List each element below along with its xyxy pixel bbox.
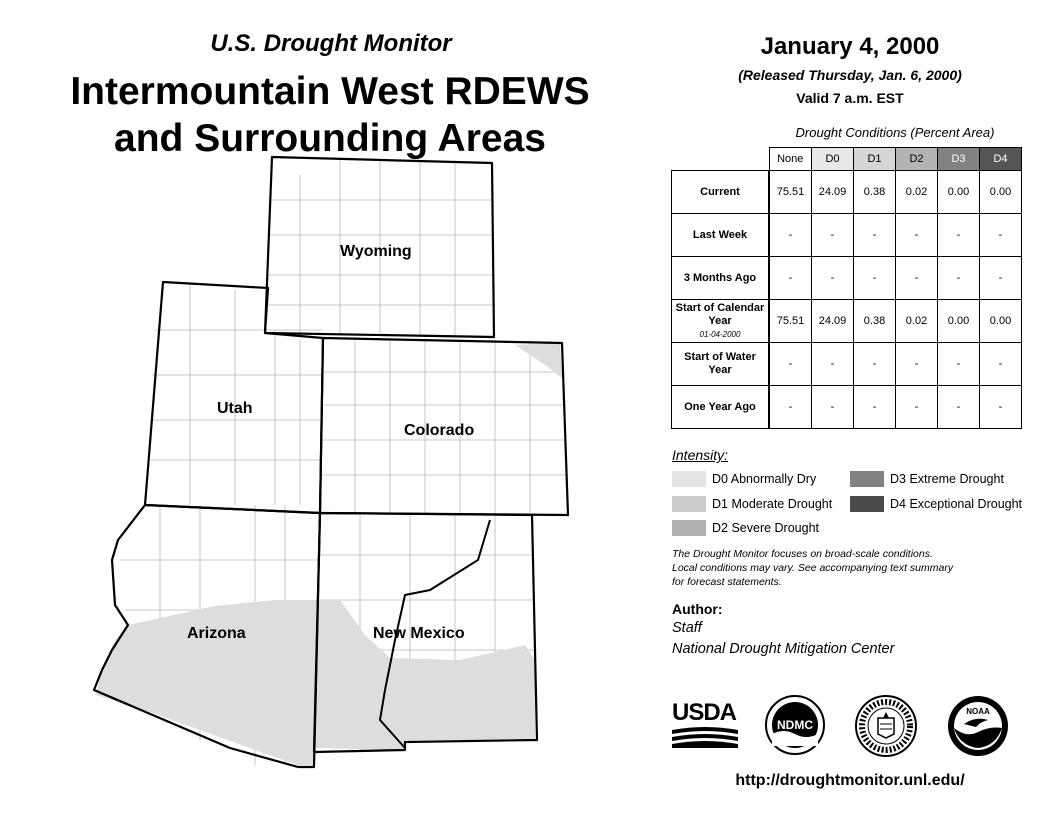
legend-item-d3 bbox=[850, 471, 1004, 487]
cell: - bbox=[896, 343, 938, 386]
legend-item-d2 bbox=[672, 520, 819, 536]
cell: 75.51 bbox=[769, 300, 812, 343]
table-row bbox=[672, 343, 1022, 386]
cell: - bbox=[769, 257, 812, 300]
col-header: D1 bbox=[854, 148, 896, 171]
cell: - bbox=[896, 214, 938, 257]
noaa-logo bbox=[946, 694, 1010, 758]
row-label bbox=[672, 300, 770, 343]
cell: 0.38 bbox=[854, 300, 896, 343]
usda-logo-text: USDA bbox=[672, 699, 737, 726]
cell: - bbox=[980, 343, 1022, 386]
state-label-utah: Utah bbox=[217, 400, 253, 417]
map-date: January 4, 2000 bbox=[760, 33, 940, 60]
legend-item-d0 bbox=[672, 471, 816, 487]
col-header: None bbox=[769, 148, 812, 171]
cell: - bbox=[980, 257, 1022, 300]
author-heading: Author: bbox=[672, 601, 723, 617]
cell: - bbox=[938, 343, 980, 386]
map-title-line1: Intermountain West RDEWS bbox=[70, 70, 590, 113]
cell: - bbox=[854, 343, 896, 386]
cell: 24.09 bbox=[812, 171, 854, 214]
legend-title: Intensity: bbox=[672, 447, 729, 463]
website-link[interactable]: http://droughtmonitor.unl.edu/ bbox=[735, 772, 965, 789]
cell: - bbox=[854, 386, 896, 429]
cell: 75.51 bbox=[769, 171, 812, 214]
table-row bbox=[672, 214, 1022, 257]
row-label: 3 Months Ago bbox=[672, 257, 770, 300]
row-label: Current bbox=[672, 171, 770, 214]
legend-label: D2 Severe Drought bbox=[712, 521, 820, 535]
col-header: D0 bbox=[812, 148, 854, 171]
cell: - bbox=[854, 257, 896, 300]
legend-item-d1 bbox=[672, 496, 832, 512]
cell: - bbox=[854, 214, 896, 257]
table-header-row bbox=[672, 148, 1022, 171]
legend-item-d4 bbox=[850, 496, 1022, 512]
cell: - bbox=[896, 257, 938, 300]
cell: 24.09 bbox=[812, 300, 854, 343]
noaa-logo-text: NOAA bbox=[966, 707, 990, 716]
cell: - bbox=[812, 343, 854, 386]
legend-swatch bbox=[850, 496, 884, 512]
drought-conditions-table bbox=[671, 147, 1022, 429]
state-border-utah bbox=[145, 282, 323, 513]
map-subtitle: U.S. Drought Monitor bbox=[210, 30, 452, 57]
usda-logo bbox=[672, 700, 738, 748]
release-date: (Released Thursday, Jan. 6, 2000) bbox=[738, 67, 962, 83]
table-caption: Drought Conditions (Percent Area) bbox=[795, 125, 995, 140]
col-header: D4 bbox=[980, 148, 1022, 171]
legend-swatch bbox=[672, 471, 706, 487]
table-row bbox=[672, 300, 1022, 343]
cell: - bbox=[980, 386, 1022, 429]
legend-label: D3 Extreme Drought bbox=[890, 472, 1004, 486]
row-label-text: Start of Calendar Year bbox=[675, 301, 765, 327]
cell: - bbox=[769, 214, 812, 257]
legend-label: D4 Exceptional Drought bbox=[890, 497, 1023, 511]
state-label-new-mexico: New Mexico bbox=[373, 625, 465, 642]
cell: 0.38 bbox=[854, 171, 896, 214]
row-label: One Year Ago bbox=[672, 386, 770, 429]
note-line: The Drought Monitor focuses on broad-scale conditions. bbox=[672, 548, 933, 560]
cell: 0.02 bbox=[896, 171, 938, 214]
cell: - bbox=[769, 386, 812, 429]
cell: 0.02 bbox=[896, 300, 938, 343]
state-label-colorado: Colorado bbox=[404, 422, 475, 439]
legend-swatch bbox=[672, 520, 706, 536]
note-line: Local conditions may vary. See accompanying text summary bbox=[672, 562, 954, 574]
state-label-wyoming: Wyoming bbox=[340, 243, 412, 260]
cell: - bbox=[938, 257, 980, 300]
author-name: Staff bbox=[672, 620, 702, 636]
row-label-date: 01-04-2000 bbox=[699, 329, 741, 339]
table-row bbox=[672, 257, 1022, 300]
state-label-arizona: Arizona bbox=[187, 625, 246, 642]
valid-time: Valid 7 a.m. EST bbox=[796, 90, 904, 106]
disclaimer-note bbox=[672, 547, 1032, 589]
cell: - bbox=[938, 214, 980, 257]
map-title-line2: and Surrounding Areas bbox=[114, 117, 546, 160]
cell: 0.00 bbox=[938, 171, 980, 214]
author-org: National Drought Mitigation Center bbox=[672, 641, 895, 657]
cell: 0.00 bbox=[980, 300, 1022, 343]
cell: - bbox=[938, 386, 980, 429]
col-header: D2 bbox=[896, 148, 938, 171]
cell: - bbox=[812, 386, 854, 429]
legend-swatch bbox=[850, 471, 884, 487]
commerce-seal-logo bbox=[854, 694, 918, 758]
legend-label: D0 Abnormally Dry bbox=[712, 472, 817, 486]
ndmc-logo bbox=[764, 694, 826, 756]
drought-d0-areas bbox=[96, 343, 562, 765]
usda-logo-waves bbox=[672, 726, 738, 748]
row-label: Last Week bbox=[672, 214, 770, 257]
note-line: for forecast statements. bbox=[672, 576, 782, 588]
cell: - bbox=[812, 214, 854, 257]
cell: - bbox=[896, 386, 938, 429]
cell: 0.00 bbox=[938, 300, 980, 343]
legend-label: D1 Moderate Drought bbox=[712, 497, 833, 511]
col-header: D3 bbox=[938, 148, 980, 171]
ndmc-logo-text: NDMC bbox=[777, 718, 813, 732]
table-row bbox=[672, 386, 1022, 429]
cell: 0.00 bbox=[980, 171, 1022, 214]
cell: - bbox=[812, 257, 854, 300]
table-row bbox=[672, 171, 1022, 214]
cell: - bbox=[980, 214, 1022, 257]
row-label: Start of Water Year bbox=[672, 343, 770, 386]
cell: - bbox=[769, 343, 812, 386]
legend-swatch bbox=[672, 496, 706, 512]
